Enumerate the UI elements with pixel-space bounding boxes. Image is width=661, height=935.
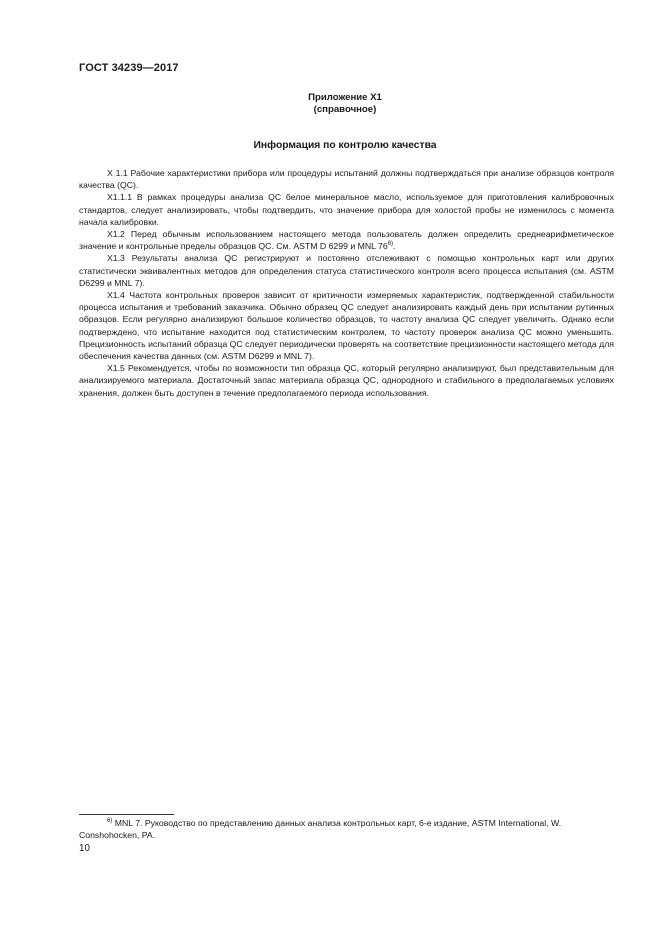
appendix-subtitle: (справочное) (313, 104, 377, 115)
page-number: 10 (79, 843, 90, 854)
footnote-reference[interactable]: 6) (387, 241, 394, 248)
section-title: Информация по контролю качества (253, 140, 437, 151)
appendix-title: Приложение Х1 (308, 92, 382, 103)
appendix-heading (0, 92, 661, 116)
paragraph-x1-3: Х1.3 Результаты анализа QC регистрируют и постоянно отслеживают с помощью контрольных карт или других статистически эквивалентных методов для определения статуса статистического контроля всего процесса испытания (см. ASTM D6299 и MNL 7). (79, 253, 614, 288)
body-text (79, 167, 614, 399)
footnote-marker: 6) (107, 818, 113, 825)
paragraph-x1-2 (79, 228, 614, 252)
paragraph-x1-4: Х1.4 Частота контрольных проверок зависит от критичности измеряемых характеристик, подтвержденной стабильности процесса испытания и требований заказчика. Обычно образец QC следует анализировать каждый день при испытании рутинных образцов. Если регулярно анализируют большое количество образцов, то частоту анализа QC следует увеличить. Однако если подтверждено, что испытание находится под статистическим контролем, то частоту проверок анализа QC можно уменьшить. Прецизионность испытаний образца QC следует периодически проверять на соответствие прецизионности настоящего метода для обеспечения качества данных (см. ASTM D6299 и MNL 7). (79, 290, 614, 362)
footnote-divider (79, 814, 174, 815)
footnote (79, 817, 614, 842)
paragraph-x1-1: Х 1.1 Рабочие характеристики прибора или процедуры испытаний должны подтверждаться при анализе образцов контроля качества (QC). (79, 168, 614, 191)
paragraph-x1-1-1: Х1.1.1 В рамках процедуры анализа QC белое минеральное масло, используемое для приготовления калибровочных стандартов, следует анализировать, чтобы подтвердить, что значение прибора для холостой пробы не изменилось с момента начала калибровки. (79, 192, 614, 227)
paragraph-x1-2-text: Х1.2 Перед обычным использованием настоящего метода пользователь должен определить среднеарифметическое значение и контрольные пределы образцов QC. См. ASTM D 6299 и MNL 76 (79, 229, 614, 252)
document-code: ГОСТ 34239—2017 (79, 62, 179, 74)
footnote-text: MNL 7. Руководство по представлению данных анализа контрольных карт, 6-е издание, ASTM International, W. Conshohocken, PA. (79, 818, 562, 841)
paragraph-x1-2-end: . (393, 241, 396, 252)
paragraph-x1-5: Х1.5 Рекомендуется, чтобы по возможности тип образца QC, который регулярно анализируют, был представительным для анализируемого материала. Достаточный запас материала образца QC, однородного и стабильного в предполагаемых условиях хранения, должен быть доступен в течение предполагаемого периода использования. (79, 363, 614, 398)
